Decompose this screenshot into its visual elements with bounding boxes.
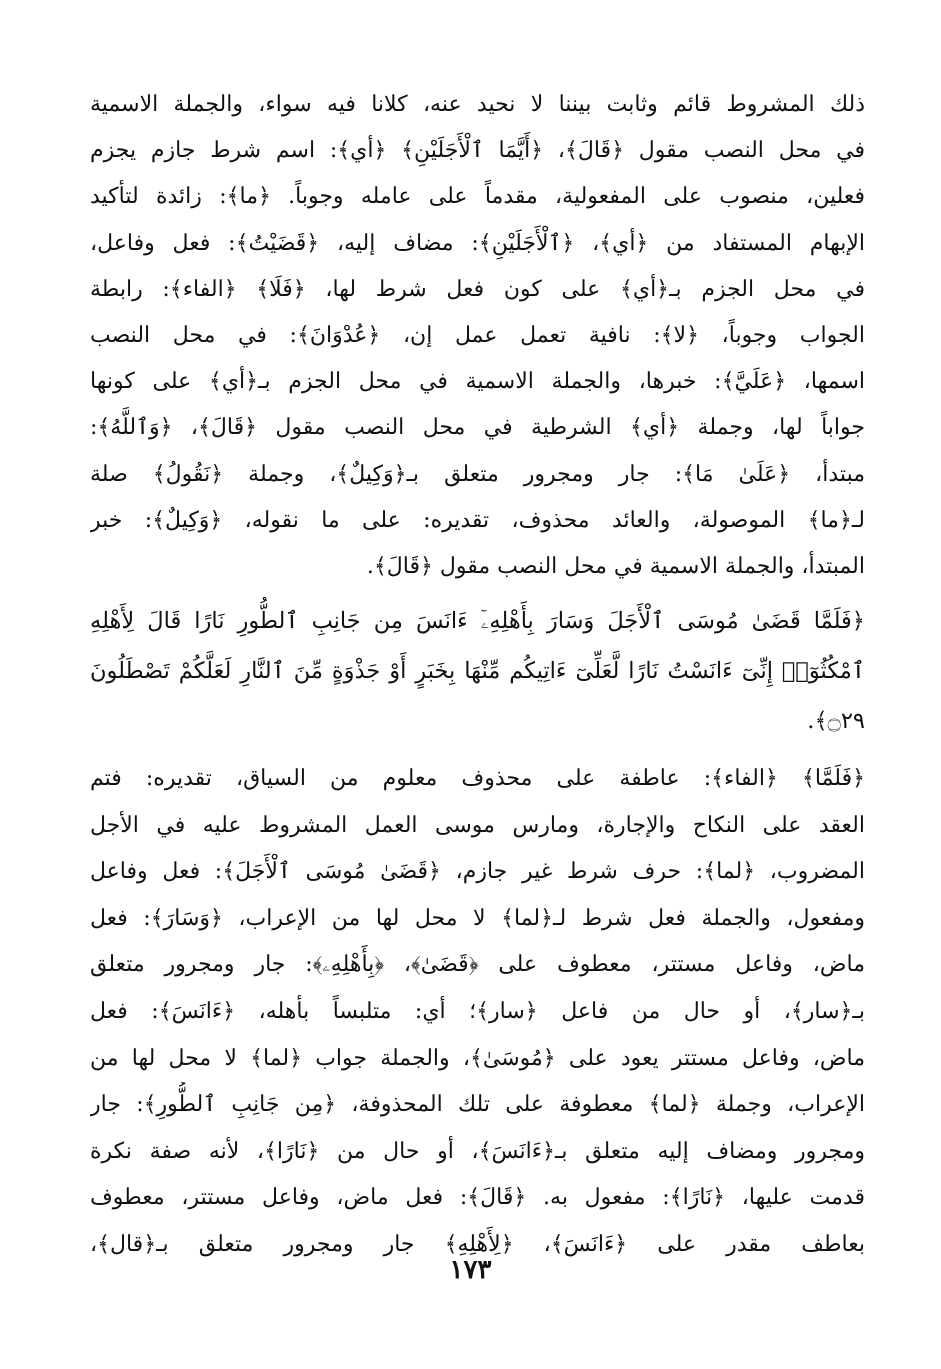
text-line: العقد على النكاح والإجارة، ومارس موسى العمل المشروط عليه في الأجل: [90, 812, 865, 838]
text-line: الإعراب، وجملة ﴿لما﴾ معطوفة على تلك المحذوفة، ﴿مِن جَانِبِ ٱلطُّورِ﴾: جار: [90, 1092, 865, 1118]
text-line: المضروب، ﴿لما﴾: حرف شرط غير جازم، ﴿قَضَىٰ مُوسَى ٱلْأَجَلَ﴾: فعل وفاعل: [90, 859, 865, 885]
text-line: ﴿فَلَمَّا﴾ ﴿الفاء﴾: عاطفة على محذوف معلوم من السياق، تقديره: فتم: [90, 766, 865, 791]
text-line: ماض، وفاعل مستتر، معطوف على ﴿قَضَىٰ﴾، ﴿بِأَهْلِهِۦ﴾: جار ومجرور متعلق: [90, 952, 865, 978]
text-line: بعاطف مقدر على ﴿ءَانَسَ﴾، ﴿لِأَهْلِهِ﴾ جار ومجرور متعلق بـ﴿قال﴾،: [90, 1231, 865, 1257]
page-number: ١٧٣: [449, 1255, 492, 1285]
text-line: الإبهام المستفاد من ﴿أي﴾، ﴿ٱلْأَجَلَيْنِ﴾: مضاف إليه، ﴿قَضَيْتُ﴾: فعل وفاعل،: [90, 230, 865, 256]
text-line: في محل الجزم بـ﴿أي﴾ على كون فعل شرط لها، ﴿فَلَا﴾ ﴿الفاء﴾: رابطة: [90, 276, 865, 302]
verse-line: ٱمْكُثُوٓا۟ إِنِّىٓ ءَانَسْتُ نَارًا لَّعَلِّىٓ ءَاتِيكُم مِّنْهَا بِخَبَرٍ أَوْ جَذْوَةٍ مِّنَ ٱلنَّارِ لَعَلَّكُمْ تَصْطَلُونَ: [90, 658, 865, 684]
text-line: قدمت عليها، ﴿نَارًا﴾: مفعول به. ﴿قَالَ﴾: فعل ماض، وفاعل مستتر، معطوف: [90, 1185, 865, 1211]
text-line: اسمها، ﴿عَلَيَّ﴾: خبرها، والجملة الاسمية في محل الجزم بـ﴿أي﴾ على كونها: [90, 369, 865, 395]
text-line: ومجرور ومضاف إليه متعلق بـ﴿ءَانَسَ﴾، أو حال من ﴿نَارًا﴾، لأنه صفة نكرة: [90, 1138, 865, 1164]
text-line: مبتدأ، ﴿عَلَىٰ مَا﴾: جار ومجرور متعلق بـ﴿وَكِيلٌ﴾، وجملة ﴿نَقُولُ﴾ صلة: [90, 461, 865, 487]
text-line: في محل النصب مقول ﴿قَالَ﴾، ﴿أَيَّمَا ٱلْأَجَلَيْنِ﴾ ﴿أي﴾: اسم شرط جازم يجزم: [90, 138, 865, 164]
verse-line: ۝٢٩﴾.: [807, 708, 865, 734]
text-line: ومفعول، والجملة فعل شرط لـ﴿لما﴾ لا محل لها من الإعراب، ﴿وَسَارَ﴾: فعل: [90, 905, 865, 931]
verse-line: ﴿فَلَمَّا قَضَىٰ مُوسَى ٱلْأَجَلَ وَسَارَ بِأَهْلِهِۦٓ ءَانَسَ مِن جَانِبِ ٱلطُّورِ نَارًا قَالَ لِأَهْلِهِ: [90, 608, 865, 634]
commentary-paragraph-1: [90, 82, 865, 590]
text-line: جواباً لها، وجملة ﴿أي﴾ الشرطية في محل النصب مقول ﴿قَالَ﴾، ﴿وَٱللَّهُ﴾:: [90, 415, 865, 441]
text-line: فعلين، منصوب على المفعولية، مقدماً على عامله وجوباً. ﴿ما﴾: زائدة لتأكيد: [90, 184, 865, 210]
text-line: الجواب وجوباً، ﴿لا﴾: نافية تعمل عمل إن، ﴿عُدْوَانَ﴾: في محل النصب: [90, 323, 865, 349]
text-line: بـ﴿سار﴾، أو حال من فاعل ﴿سار﴾؛ أي: متلبساً بأهله، ﴿ءَانَسَ﴾: فعل: [90, 998, 865, 1024]
text-line: المبتدأ، والجملة الاسمية في محل النصب مقول ﴿قَالَ﴾.: [366, 554, 865, 580]
text-line: ذلك المشروط قائم وثابت بيننا لا نحيد عنه، كلانا فيه سواء، والجملة الاسمية: [90, 92, 865, 117]
commentary-paragraph-2: [90, 756, 865, 1269]
quran-verse: [90, 596, 865, 746]
text-line: ماض، وفاعل مستتر يعود على ﴿مُوسَىٰ﴾، والجملة جواب ﴿لما﴾ لا محل لها من: [90, 1045, 865, 1071]
text-line: لـ﴿ما﴾ الموصولة، والعائد محذوف، تقديره: على ما نقوله، ﴿وَكِيلٌ﴾: خبر: [90, 507, 865, 533]
